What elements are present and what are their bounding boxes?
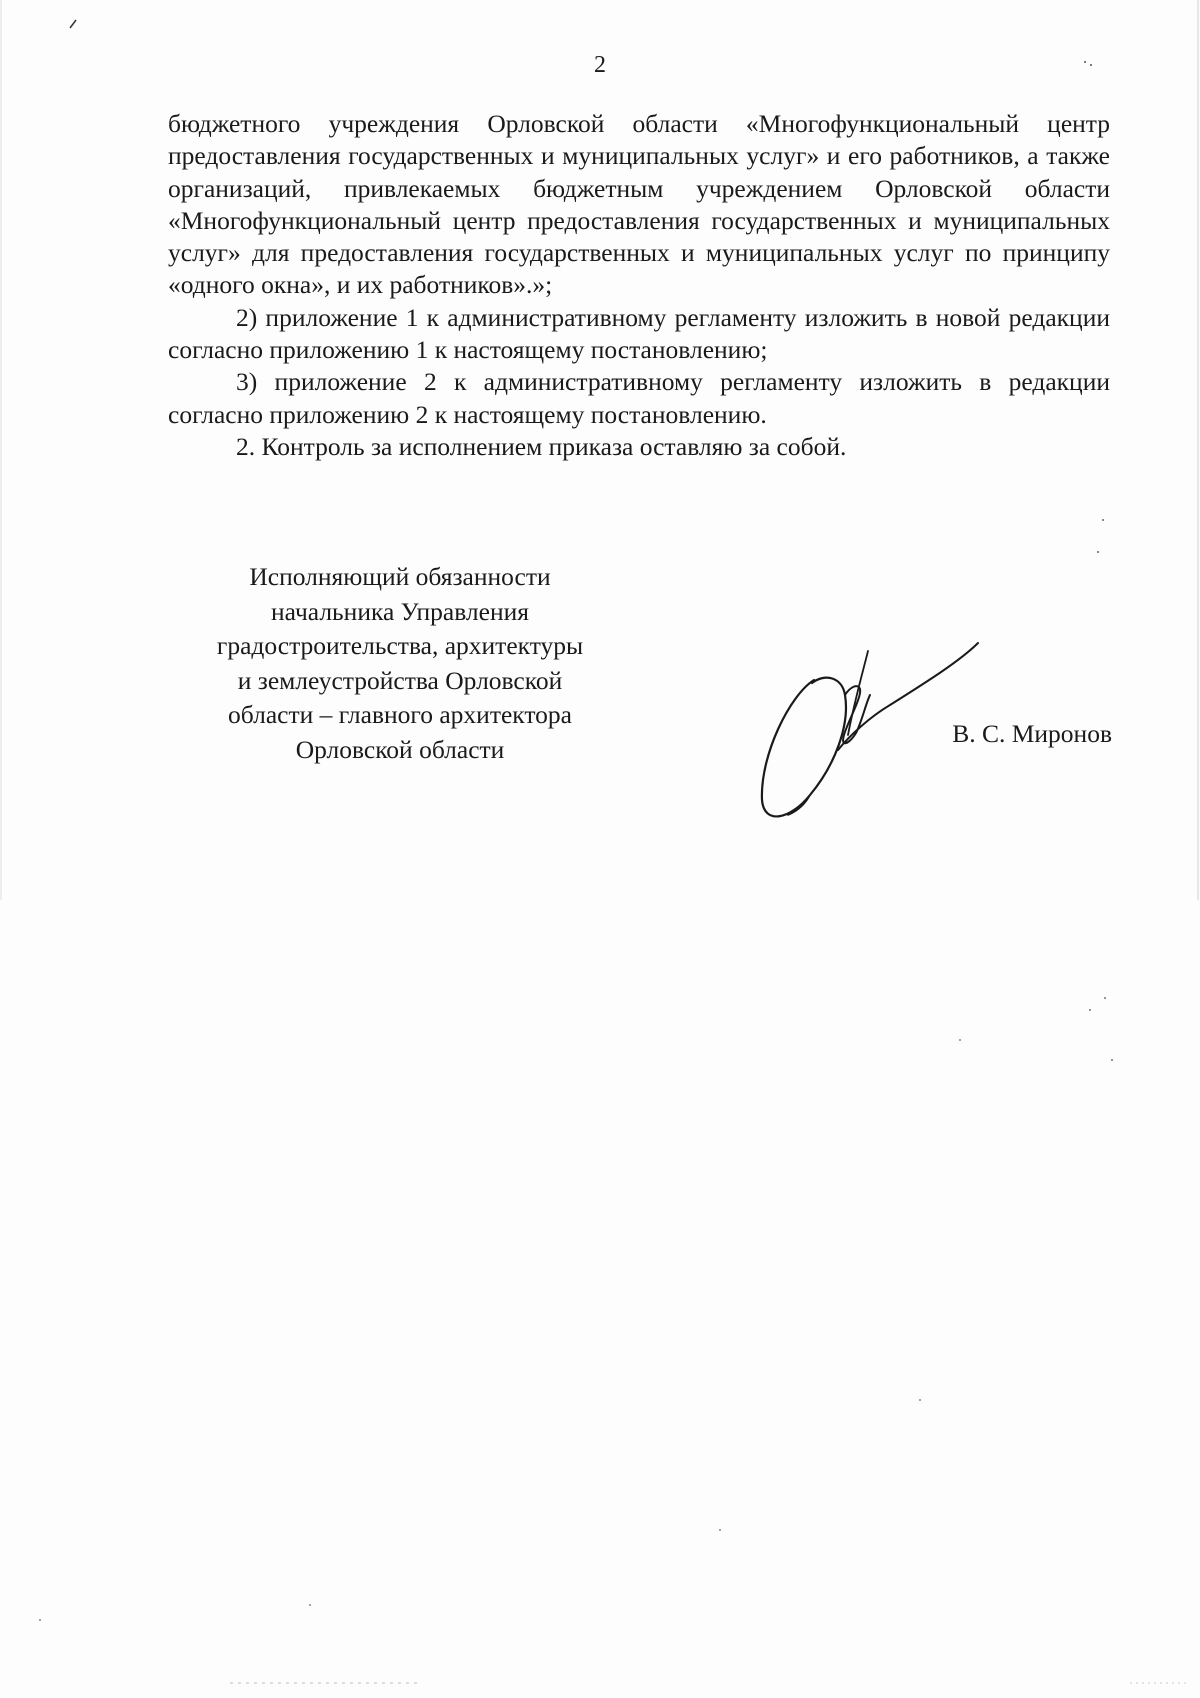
paragraph-item-3: 3) приложение 2 к административному регламенту изложить в редакции согласно приложению 2 к настоящему постановлению.: [168, 367, 1110, 429]
position-line: и землеустройства Орловской: [237, 665, 563, 695]
paragraph-item-2: 2) приложение 1 к административному регламенту изложить в новой редакции согласно приложению 1 к настоящему постановлению;: [168, 302, 1110, 365]
signatory-position: [180, 560, 620, 767]
position-line: области – главного архитектора: [228, 700, 572, 729]
signer-name: В. С. Миронов: [952, 719, 1112, 748]
paragraph-control: 2. Контроль за исполнением приказа оставляю за собой.: [236, 431, 847, 461]
paragraph-continuation: бюджетного учреждения Орловской области «Многофункциональный центр предоставления государственных и муниципальных услуг» и его работников, а также организаций, привлекаемых бюджетным учреждением Орловской области «Многофункциональный центр предоставления государственных и муниципальных услуг» для предоставления государственных и муниципальных услуг по принципу «одного окна», и их работников».»;: [168, 109, 1110, 300]
position-line: градостроительства, архитектуры: [216, 631, 584, 660]
page-number: 2: [594, 52, 606, 78]
body-text: [168, 108, 1110, 463]
position-line: Орловской области: [295, 734, 505, 764]
position-line: Исполняющий обязанности: [249, 562, 551, 591]
position-line: начальника Управления: [271, 596, 529, 626]
